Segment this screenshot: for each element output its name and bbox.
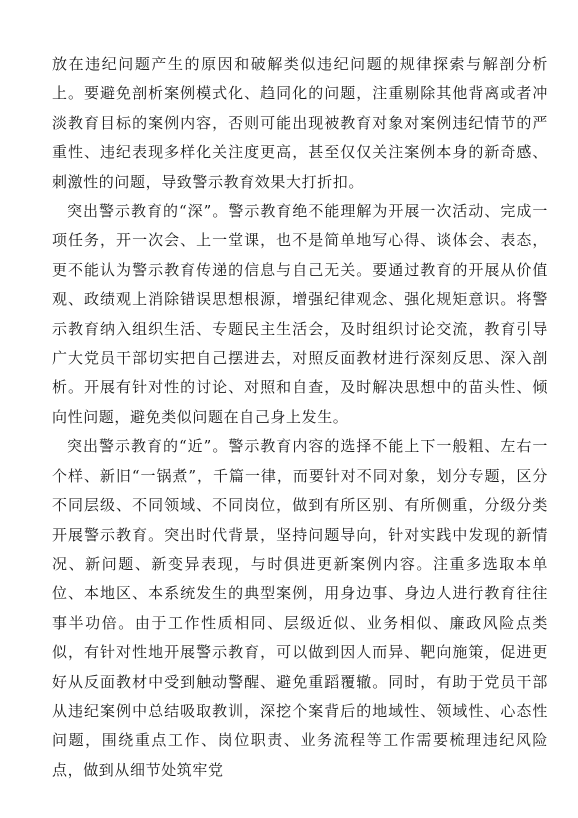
document-body [52,50,548,785]
paragraph-continuation: 放在违纪问题产生的原因和破解类似违纪问题的规律探索与解剖分析上。要避免剖析案例模式化、趋同化的问题，注重剔除其他背离或者冲淡教育目标的案例内容，否则可能出现被教育对象对案例违纪情节的严重性、违纪表现多样化关注度更高，甚至仅仅关注案例本身的新奇感、刺激性的问题，导致警示教育效果大打折扣。 [52,55,548,191]
paragraph-deep: 突出警示教育的“深”。警示教育绝不能理解为开展一次活动、完成一项任务，开一次会、上一堂课，也不是简单地写心得、谈体会、表态，更不能认为警示教育传递的信息与自己无关。要通过教育的开展从价值观、政绩观上消除错误思想根源，增强纪律观念、强化规矩意识。将警示教育纳入组织生活、专题民主生活会，及时组织讨论交流，教育引导广大党员干部切实把自己摆进去，对照反面教材进行深刻反思、深入剖析。开展有针对性的讨论、对照和自查，及时解决思想中的苗头性、倾向性问题，避免类似问题在自己身上发生。 [52,202,548,426]
paragraph-near: 突出警示教育的“近”。警示教育内容的选择不能上下一般粗、左右一个样、新旧“一锅煮”，千篇一律，而要针对不同对象，划分专题，区分不同层级、不同领域、不同岗位，做到有所区别、有所侧重，分级分类开展警示教育。突出时代背景，坚持问题导向，针对实践中发现的新情况、新问题、新变异表现，与时俱进更新案例内容。注重多选取本单位、本地区、本系统发生的典型案例，用身边事、身边人进行教育往往事半功倍。由于工作性质相同、层级近似、业务相似、廉政风险点类似，有针对性地开展警示教育，可以做到因人而异、靶向施策，促进更好从反面教材中受到触动警醒、避免重蹈覆辙。同时，有助于党员干部从违纪案例中总结吸取教训，深挖个案背后的地域性、领域性、心态性问题，围绕重点工作、岗位职责、业务流程等工作需要梳理违纪风险点，做到从细节处筑牢党 [52,437,548,779]
